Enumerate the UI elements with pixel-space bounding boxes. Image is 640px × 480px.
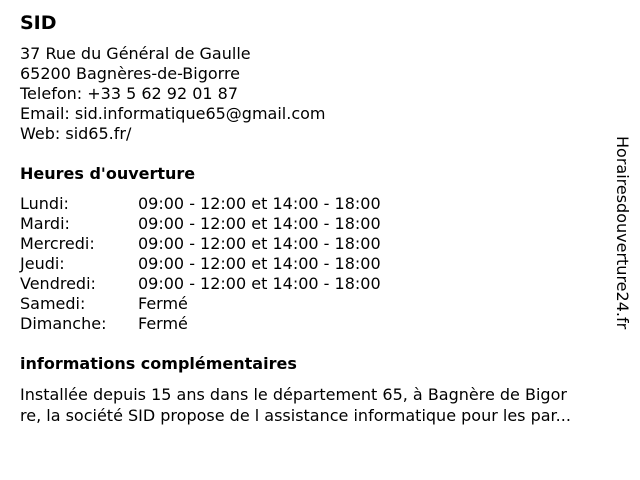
day-label: Dimanche: (20, 314, 107, 333)
day-label: Vendredi: (20, 274, 96, 293)
phone-line: Telefon: +33 5 62 92 01 87 (20, 84, 239, 103)
address-line-city: 65200 Bagnères-de-Bigorre (20, 64, 241, 83)
hours-row-tuesday (20, 214, 381, 234)
hours-table (20, 194, 381, 334)
web-line: Web: sid65.fr/ (20, 124, 132, 143)
business-name: SID (20, 12, 57, 34)
info-heading: informations complémentaires (20, 354, 297, 373)
hours-row-wednesday (20, 234, 381, 254)
day-label: Mardi: (20, 214, 70, 233)
email-line: Email: sid.informatique65@gmail.com (20, 104, 326, 123)
day-hours: Fermé (138, 294, 188, 313)
hours-row-saturday (20, 294, 381, 314)
hours-row-sunday (20, 314, 381, 334)
hours-row-monday (20, 194, 381, 214)
day-label: Jeudi: (20, 254, 65, 273)
day-label: Mercredi: (20, 234, 95, 253)
hours-heading: Heures d'ouverture (20, 164, 196, 183)
info-description (20, 384, 630, 426)
day-hours: Fermé (138, 314, 188, 333)
info-line-2: re, la société SID propose de l assistance informatique pour les par... (20, 406, 571, 425)
day-hours: 09:00 - 12:00 et 14:00 - 18:00 (138, 214, 381, 233)
info-line-1: Installée depuis 15 ans dans le département 65, à Bagnère de Bigor (20, 385, 567, 404)
hours-row-friday (20, 274, 381, 294)
day-label: Lundi: (20, 194, 69, 213)
address-line-street: 37 Rue du Général de Gaulle (20, 44, 251, 63)
hours-row-thursday (20, 254, 381, 274)
site-watermark: Horairesdouverture24.fr (613, 136, 632, 330)
day-hours: 09:00 - 12:00 et 14:00 - 18:00 (138, 194, 381, 213)
day-hours: 09:00 - 12:00 et 14:00 - 18:00 (138, 234, 381, 253)
contact-block (20, 44, 326, 144)
day-hours: 09:00 - 12:00 et 14:00 - 18:00 (138, 254, 381, 273)
day-label: Samedi: (20, 294, 86, 313)
day-hours: 09:00 - 12:00 et 14:00 - 18:00 (138, 274, 381, 293)
